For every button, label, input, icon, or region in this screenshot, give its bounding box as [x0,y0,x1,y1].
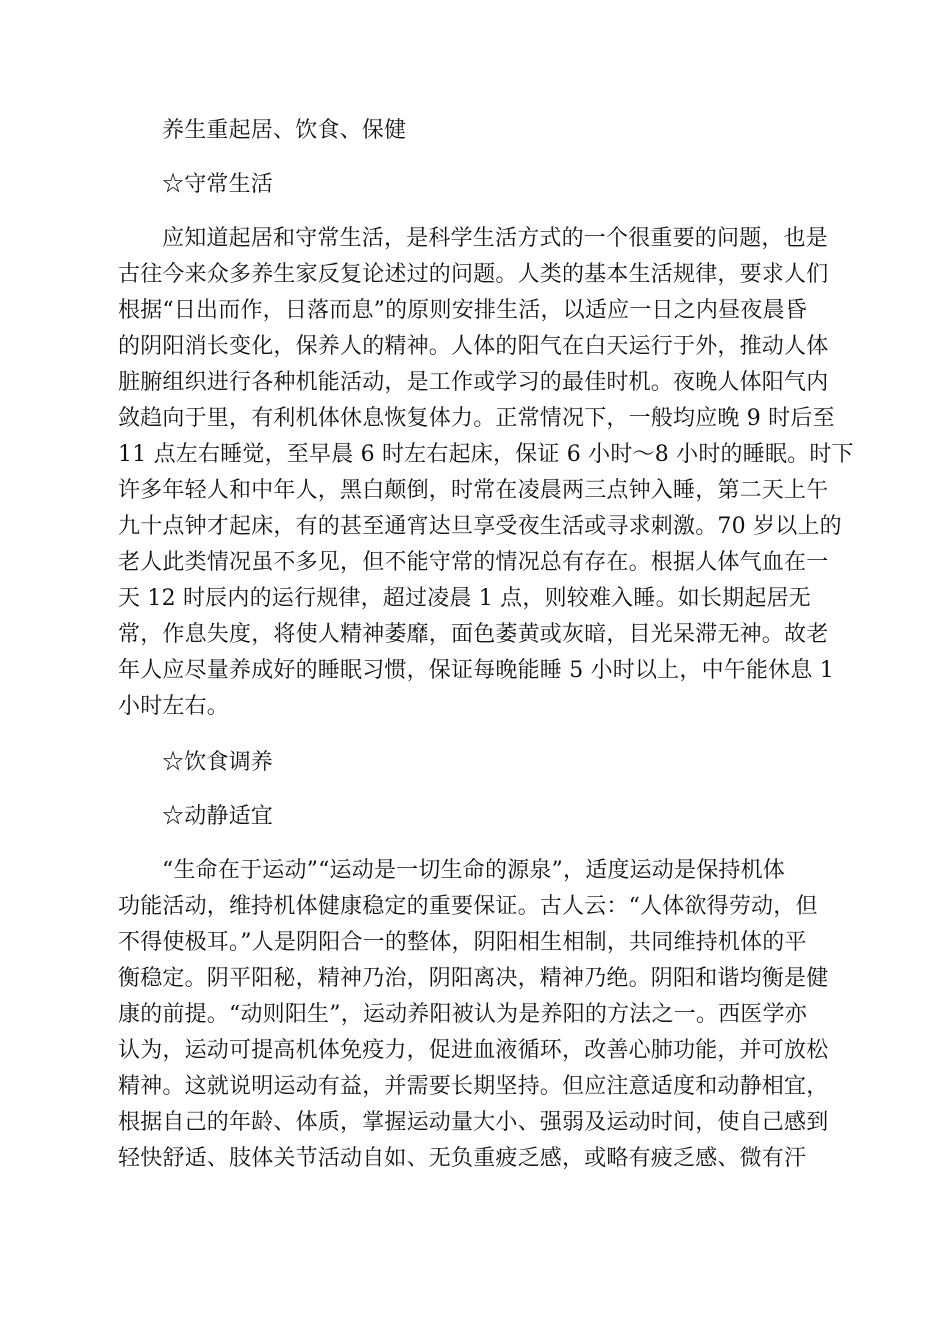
paragraph-line: 根据“日出而作，日落而息”的原则安排生活，以适应一日之内昼夜晨昏 [118,298,807,323]
paragraph-line: 轻快舒适、肢体关节活动自如、无负重疲乏感，或略有疲乏感、微有汗 [118,1146,807,1171]
paragraph-line: 九十点钟才起床，有的甚至通宵达旦享受夜生活或寻求刺激。70 岁以上的 [118,514,842,539]
paragraph-line: 根据自己的年龄、体质，掌握运动量大小、强弱及运动时间，使自己感到 [118,1110,829,1135]
paragraph-line: “生命在于运动”“运动是一切生命的源泉”，适度运动是保持机体 [162,858,785,883]
section-heading-diet: ☆饮食调养 [162,750,274,775]
paragraph-line: 敛趋向于里，有利机体休息恢复体力。正常情况下，一般均应晚 9 时后至 [118,406,835,431]
paragraph-line: 不得使极耳。”人是阴阳合一的整体，阴阳相生相制，共同维持机体的平 [118,930,807,955]
paragraph-line: 功能活动，维持机体健康稳定的重要保证。古人云：“人体欲得劳动，但 [118,894,818,919]
paragraph-line: 年人应尽量养成好的睡眠习惯，保证每晚能睡 5 小时以上，中午能休息 1 [118,658,834,683]
paragraph-line: 脏腑组织进行各种机能活动，是工作或学习的最佳时机。夜晚人体阳气内 [118,370,829,395]
paragraph-line: 衡稳定。阴平阳秘，精神乃治，阴阳离决，精神乃绝。阴阳和谐均衡是健 [118,966,829,991]
paragraph-line: 认为，运动可提高机体免疫力，促进血液循环，改善心肺功能，并可放松 [118,1038,829,1063]
document-title: 养生重起居、饮食、保健 [162,118,407,143]
paragraph-line: 的阴阳消长变化，保养人的精神。人体的阳气在白天运行于外，推动人体 [118,334,829,359]
paragraph-line: 精神。这就说明运动有益，并需要长期坚持。但应注意适度和动静相宜， [118,1074,829,1099]
paragraph-line: 古往今来众多养生家反复论述过的问题。人类的基本生活规律，要求人们 [118,262,829,287]
paragraph-line: 天 12 时辰内的运行规律，超过凌晨 1 点，则较难入睡。如长期起居无 [118,586,811,611]
paragraph-line: 应知道起居和守常生活，是科学生活方式的一个很重要的问题，也是 [162,226,829,251]
paragraph-line: 常，作息失度，将使人精神萎靡，面色萎黄或灰暗，目光呆滞无神。故老 [118,622,829,647]
section-heading-regular-life: ☆守常生活 [162,172,274,197]
paragraph-line: 小时左右。 [118,694,230,719]
paragraph-line: 老人此类情况虽不多见，但不能守常的情况总有存在。根据人体气血在一 [118,550,829,575]
section-heading-activity: ☆动静适宜 [162,804,274,829]
paragraph-line: 许多年轻人和中年人，黑白颠倒，时常在凌晨两三点钟入睡，第二天上午 [118,478,829,503]
paragraph-line: 康的前提。“动则阳生”，运动养阳被认为是养阳的方法之一。西医学亦 [118,1002,807,1027]
paragraph-line: 11 点左右睡觉，至早晨 6 时左右起床，保证 6 小时～8 小时的睡眠。时下 [118,442,854,467]
